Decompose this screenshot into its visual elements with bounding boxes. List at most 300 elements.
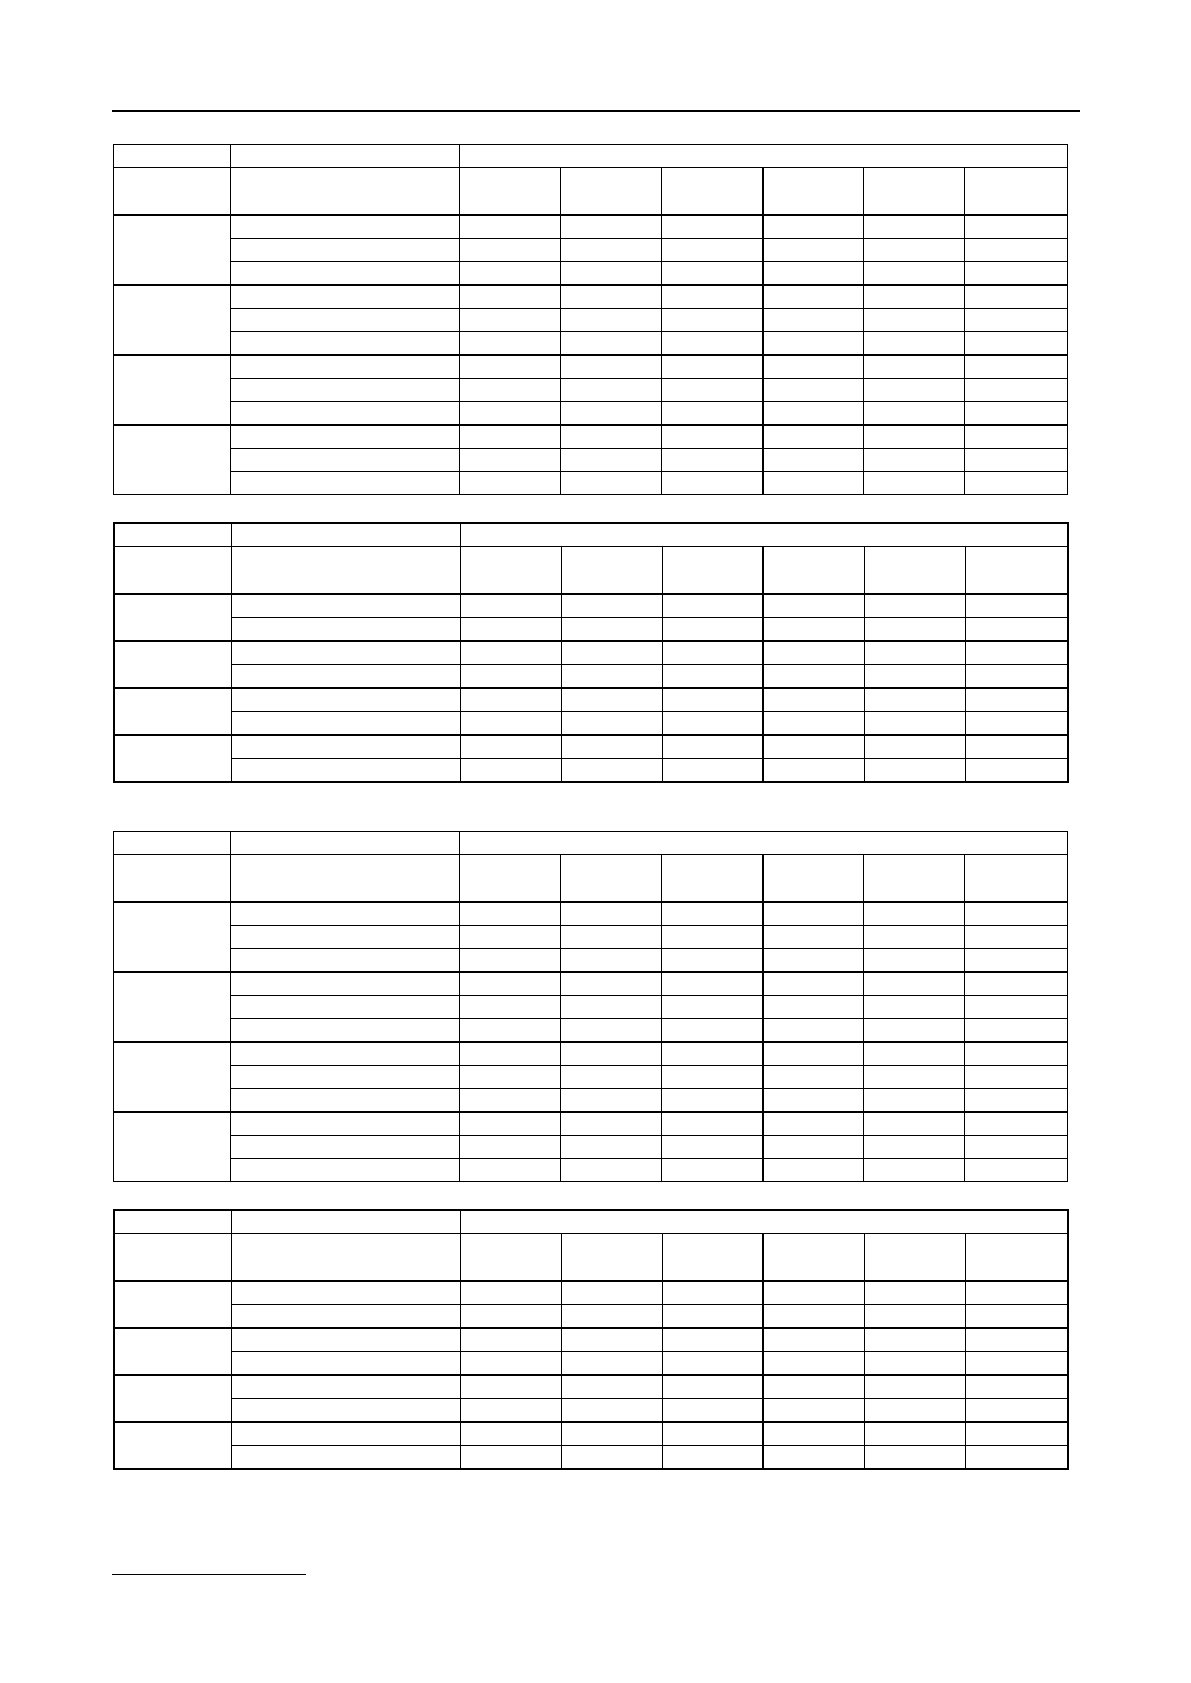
value-cell bbox=[662, 1136, 763, 1159]
value-cell bbox=[965, 1089, 1068, 1113]
column-header-cell bbox=[114, 547, 231, 595]
group-label-cell bbox=[114, 425, 231, 495]
value-cell bbox=[763, 1375, 864, 1399]
value-cell bbox=[763, 1019, 864, 1043]
value-cell bbox=[864, 902, 965, 926]
value-cell bbox=[864, 262, 965, 286]
row-label-cell bbox=[231, 262, 460, 286]
row-label-cell bbox=[231, 285, 460, 309]
row-label-cell bbox=[231, 472, 460, 495]
value-cell bbox=[662, 641, 763, 665]
value-cell bbox=[662, 1446, 763, 1470]
value-cell bbox=[460, 1112, 561, 1136]
value-cell bbox=[460, 949, 561, 973]
value-cell bbox=[965, 1281, 1068, 1305]
row-label-cell bbox=[231, 425, 460, 449]
column-header-cell bbox=[965, 855, 1068, 903]
value-cell bbox=[662, 665, 763, 689]
table-row bbox=[114, 379, 1068, 402]
value-cell bbox=[561, 379, 662, 402]
value-cell bbox=[864, 1305, 965, 1329]
value-cell bbox=[864, 1112, 965, 1136]
value-cell bbox=[561, 309, 662, 332]
value-cell bbox=[763, 759, 864, 783]
column-header-cell bbox=[561, 855, 662, 903]
row-label-cell bbox=[231, 712, 460, 736]
value-cell bbox=[965, 735, 1068, 759]
row-label-cell bbox=[231, 355, 460, 379]
label-header-cell bbox=[231, 1210, 460, 1234]
value-cell bbox=[864, 332, 965, 356]
value-cell bbox=[864, 618, 965, 642]
table-row bbox=[114, 1066, 1068, 1089]
value-cell bbox=[662, 425, 763, 449]
column-header-cell bbox=[965, 547, 1068, 595]
value-cell bbox=[763, 239, 864, 262]
value-cell bbox=[965, 1446, 1068, 1470]
value-cell bbox=[662, 1422, 763, 1446]
value-cell bbox=[965, 949, 1068, 973]
table-row bbox=[114, 215, 1068, 239]
column-header-cell bbox=[763, 168, 864, 216]
value-cell bbox=[460, 641, 561, 665]
table-row bbox=[114, 1159, 1068, 1182]
row-label-cell bbox=[231, 215, 460, 239]
value-cell bbox=[965, 1066, 1068, 1089]
value-cell bbox=[763, 972, 864, 996]
value-cell bbox=[864, 1446, 965, 1470]
value-cell bbox=[864, 472, 965, 495]
group-label-cell bbox=[114, 735, 231, 782]
label-header-cell bbox=[231, 523, 460, 547]
value-cell bbox=[864, 926, 965, 949]
value-cell bbox=[763, 1328, 864, 1352]
table-row bbox=[114, 688, 1068, 712]
value-cell bbox=[662, 1089, 763, 1113]
row-label-cell bbox=[231, 665, 460, 689]
value-cell bbox=[763, 262, 864, 286]
row-label-cell bbox=[231, 949, 460, 973]
value-cell bbox=[460, 688, 561, 712]
value-cell bbox=[561, 1328, 662, 1352]
value-cell bbox=[763, 1112, 864, 1136]
value-cell bbox=[561, 1352, 662, 1376]
value-cell bbox=[965, 449, 1068, 472]
value-cell bbox=[965, 641, 1068, 665]
value-cell bbox=[662, 594, 763, 618]
value-cell bbox=[460, 379, 561, 402]
value-cell bbox=[763, 1281, 864, 1305]
value-cell bbox=[965, 1375, 1068, 1399]
value-cell bbox=[662, 949, 763, 973]
value-cell bbox=[965, 1112, 1068, 1136]
value-cell bbox=[763, 594, 864, 618]
value-cell bbox=[662, 285, 763, 309]
value-cell bbox=[561, 1019, 662, 1043]
value-cell bbox=[662, 355, 763, 379]
value-cell bbox=[763, 1305, 864, 1329]
value-cell bbox=[460, 1328, 561, 1352]
value-cell bbox=[662, 1159, 763, 1182]
value-cell bbox=[561, 1399, 662, 1423]
value-cell bbox=[864, 641, 965, 665]
row-label-cell bbox=[231, 1352, 460, 1376]
table-row bbox=[114, 1089, 1068, 1113]
row-label-cell bbox=[231, 1019, 460, 1043]
group-label-cell bbox=[114, 1042, 231, 1112]
value-cell bbox=[662, 972, 763, 996]
table-row bbox=[114, 1375, 1068, 1399]
value-cell bbox=[965, 1328, 1068, 1352]
row-label-cell bbox=[231, 1281, 460, 1305]
group-label-cell bbox=[114, 641, 231, 688]
value-cell bbox=[561, 735, 662, 759]
row-label-cell bbox=[231, 1422, 460, 1446]
group-label-cell bbox=[114, 1328, 231, 1375]
value-cell bbox=[561, 949, 662, 973]
table-row bbox=[114, 926, 1068, 949]
value-cell bbox=[763, 355, 864, 379]
value-cell bbox=[460, 759, 561, 783]
value-cell bbox=[662, 402, 763, 426]
value-cell bbox=[460, 425, 561, 449]
table-row bbox=[114, 665, 1068, 689]
value-cell bbox=[763, 926, 864, 949]
column-header-cell bbox=[561, 547, 662, 595]
value-cell bbox=[965, 285, 1068, 309]
row-label-cell bbox=[231, 1446, 460, 1470]
row-label-cell bbox=[231, 1328, 460, 1352]
value-cell bbox=[763, 618, 864, 642]
value-cell bbox=[662, 309, 763, 332]
column-header-cell bbox=[561, 168, 662, 216]
column-header-cell bbox=[662, 547, 763, 595]
data-table-3 bbox=[113, 831, 1068, 1182]
value-cell bbox=[965, 688, 1068, 712]
value-cell bbox=[763, 1159, 864, 1182]
value-cell bbox=[561, 239, 662, 262]
table-title-row bbox=[114, 832, 1068, 855]
value-cell bbox=[864, 239, 965, 262]
table-row bbox=[114, 902, 1068, 926]
value-cell bbox=[965, 902, 1068, 926]
table-row bbox=[114, 618, 1068, 642]
value-cell bbox=[460, 262, 561, 286]
value-cell bbox=[460, 618, 561, 642]
value-cell bbox=[561, 472, 662, 495]
group-header-cell bbox=[114, 832, 231, 855]
row-label-cell bbox=[231, 1042, 460, 1066]
value-cell bbox=[965, 1136, 1068, 1159]
table-row bbox=[114, 949, 1068, 973]
column-header-cell bbox=[460, 1234, 561, 1282]
value-cell bbox=[864, 449, 965, 472]
value-cell bbox=[662, 759, 763, 783]
value-cell bbox=[763, 472, 864, 495]
value-cell bbox=[460, 1305, 561, 1329]
group-label-cell bbox=[114, 355, 231, 425]
value-cell bbox=[662, 926, 763, 949]
value-cell bbox=[864, 1328, 965, 1352]
value-cell bbox=[864, 712, 965, 736]
value-cell bbox=[460, 402, 561, 426]
value-cell bbox=[662, 688, 763, 712]
value-cell bbox=[763, 1042, 864, 1066]
row-label-cell bbox=[231, 688, 460, 712]
value-cell bbox=[965, 712, 1068, 736]
data-table-4 bbox=[113, 1209, 1069, 1470]
value-cell bbox=[965, 332, 1068, 356]
column-header-cell bbox=[662, 855, 763, 903]
table-title-row bbox=[114, 523, 1068, 547]
value-cell bbox=[763, 712, 864, 736]
value-cell bbox=[460, 355, 561, 379]
value-cell bbox=[662, 735, 763, 759]
table-row bbox=[114, 1281, 1068, 1305]
value-cell bbox=[763, 902, 864, 926]
label-header-cell bbox=[231, 832, 460, 855]
table-row bbox=[114, 239, 1068, 262]
column-header-cell bbox=[231, 1234, 460, 1282]
value-cell bbox=[561, 449, 662, 472]
value-cell bbox=[561, 688, 662, 712]
value-cell bbox=[662, 332, 763, 356]
table-row bbox=[114, 425, 1068, 449]
group-label-cell bbox=[114, 215, 231, 285]
value-span-header-cell bbox=[460, 832, 1068, 855]
group-header-cell bbox=[114, 145, 231, 168]
column-header-cell bbox=[864, 1234, 965, 1282]
value-cell bbox=[763, 996, 864, 1019]
value-cell bbox=[965, 379, 1068, 402]
row-label-cell bbox=[231, 1159, 460, 1182]
value-cell bbox=[460, 926, 561, 949]
table-column-header-row bbox=[114, 547, 1068, 595]
value-cell bbox=[763, 1422, 864, 1446]
value-cell bbox=[965, 215, 1068, 239]
value-cell bbox=[561, 996, 662, 1019]
row-label-cell bbox=[231, 309, 460, 332]
value-cell bbox=[864, 949, 965, 973]
value-cell bbox=[460, 1159, 561, 1182]
value-cell bbox=[561, 262, 662, 286]
value-cell bbox=[561, 618, 662, 642]
value-cell bbox=[662, 1019, 763, 1043]
value-cell bbox=[763, 309, 864, 332]
group-label-cell bbox=[114, 1112, 231, 1182]
group-label-cell bbox=[114, 1281, 231, 1328]
value-cell bbox=[460, 1042, 561, 1066]
row-label-cell bbox=[231, 759, 460, 783]
value-cell bbox=[561, 1066, 662, 1089]
value-cell bbox=[662, 1281, 763, 1305]
table-row bbox=[114, 1112, 1068, 1136]
value-cell bbox=[561, 215, 662, 239]
value-cell bbox=[561, 1159, 662, 1182]
group-label-cell bbox=[114, 972, 231, 1042]
row-label-cell bbox=[231, 1399, 460, 1423]
table-row bbox=[114, 759, 1068, 783]
value-cell bbox=[763, 1352, 864, 1376]
header-rule bbox=[112, 110, 1080, 112]
table-row bbox=[114, 285, 1068, 309]
value-cell bbox=[460, 1375, 561, 1399]
value-cell bbox=[763, 449, 864, 472]
column-header-cell bbox=[231, 547, 460, 595]
table-row bbox=[114, 1019, 1068, 1043]
value-cell bbox=[460, 1066, 561, 1089]
column-header-cell bbox=[460, 168, 561, 216]
value-cell bbox=[763, 332, 864, 356]
value-cell bbox=[460, 332, 561, 356]
group-label-cell bbox=[114, 1375, 231, 1422]
row-label-cell bbox=[231, 972, 460, 996]
table-column-header-row bbox=[114, 168, 1068, 216]
row-label-cell bbox=[231, 902, 460, 926]
value-cell bbox=[965, 309, 1068, 332]
value-cell bbox=[460, 215, 561, 239]
column-header-cell bbox=[965, 1234, 1068, 1282]
value-cell bbox=[763, 665, 864, 689]
table-row bbox=[114, 594, 1068, 618]
table-row bbox=[114, 472, 1068, 495]
table-row bbox=[114, 262, 1068, 286]
value-cell bbox=[561, 1136, 662, 1159]
value-cell bbox=[763, 1399, 864, 1423]
value-cell bbox=[864, 285, 965, 309]
value-cell bbox=[662, 712, 763, 736]
value-cell bbox=[662, 1375, 763, 1399]
value-cell bbox=[460, 902, 561, 926]
row-label-cell bbox=[231, 402, 460, 426]
value-cell bbox=[460, 1352, 561, 1376]
row-label-cell bbox=[231, 1305, 460, 1329]
group-label-cell bbox=[114, 594, 231, 641]
data-table-1 bbox=[113, 144, 1068, 495]
row-label-cell bbox=[231, 641, 460, 665]
row-label-cell bbox=[231, 996, 460, 1019]
value-span-header-cell bbox=[460, 523, 1068, 547]
value-cell bbox=[864, 972, 965, 996]
value-cell bbox=[662, 1112, 763, 1136]
value-cell bbox=[763, 1089, 864, 1113]
column-header-cell bbox=[231, 168, 460, 216]
value-cell bbox=[662, 618, 763, 642]
value-cell bbox=[460, 1019, 561, 1043]
column-header-cell bbox=[662, 1234, 763, 1282]
row-label-cell bbox=[231, 1112, 460, 1136]
table-row bbox=[114, 309, 1068, 332]
value-cell bbox=[662, 1066, 763, 1089]
footnote-rule bbox=[112, 1574, 306, 1575]
value-cell bbox=[561, 1422, 662, 1446]
column-header-cell bbox=[114, 855, 231, 903]
column-header-cell bbox=[114, 168, 231, 216]
value-cell bbox=[965, 972, 1068, 996]
column-header-cell bbox=[114, 1234, 231, 1282]
value-cell bbox=[965, 1042, 1068, 1066]
value-cell bbox=[662, 1352, 763, 1376]
value-cell bbox=[662, 472, 763, 495]
value-cell bbox=[864, 379, 965, 402]
value-cell bbox=[561, 425, 662, 449]
group-label-cell bbox=[114, 902, 231, 972]
value-cell bbox=[561, 1446, 662, 1470]
value-cell bbox=[965, 618, 1068, 642]
value-cell bbox=[662, 1042, 763, 1066]
row-label-cell bbox=[231, 1136, 460, 1159]
column-header-cell bbox=[864, 168, 965, 216]
value-cell bbox=[662, 262, 763, 286]
value-cell bbox=[965, 1352, 1068, 1376]
value-cell bbox=[763, 1446, 864, 1470]
group-label-cell bbox=[114, 688, 231, 735]
table-row bbox=[114, 1446, 1068, 1470]
value-cell bbox=[561, 902, 662, 926]
value-cell bbox=[965, 1305, 1068, 1329]
value-cell bbox=[460, 594, 561, 618]
value-cell bbox=[561, 1112, 662, 1136]
table-row bbox=[114, 996, 1068, 1019]
row-label-cell bbox=[231, 1066, 460, 1089]
value-cell bbox=[965, 402, 1068, 426]
value-cell bbox=[965, 239, 1068, 262]
value-cell bbox=[662, 996, 763, 1019]
table-row bbox=[114, 1422, 1068, 1446]
table-row bbox=[114, 1136, 1068, 1159]
value-cell bbox=[965, 926, 1068, 949]
value-cell bbox=[864, 215, 965, 239]
value-cell bbox=[561, 1281, 662, 1305]
value-cell bbox=[864, 355, 965, 379]
value-cell bbox=[561, 926, 662, 949]
table-row bbox=[114, 712, 1068, 736]
column-header-cell bbox=[763, 547, 864, 595]
row-label-cell bbox=[231, 735, 460, 759]
table-title-row bbox=[114, 1210, 1068, 1234]
value-cell bbox=[864, 1281, 965, 1305]
table-row bbox=[114, 332, 1068, 356]
value-cell bbox=[662, 1305, 763, 1329]
table-row bbox=[114, 449, 1068, 472]
value-cell bbox=[864, 594, 965, 618]
value-cell bbox=[864, 1399, 965, 1423]
value-cell bbox=[864, 996, 965, 1019]
table-row bbox=[114, 1328, 1068, 1352]
value-cell bbox=[460, 309, 561, 332]
value-cell bbox=[864, 425, 965, 449]
data-table-2 bbox=[113, 522, 1069, 783]
value-cell bbox=[864, 759, 965, 783]
table-title-row bbox=[114, 145, 1068, 168]
value-cell bbox=[965, 355, 1068, 379]
row-label-cell bbox=[231, 379, 460, 402]
value-cell bbox=[965, 425, 1068, 449]
table-row bbox=[114, 972, 1068, 996]
value-cell bbox=[864, 1019, 965, 1043]
column-header-cell bbox=[460, 855, 561, 903]
value-cell bbox=[965, 1399, 1068, 1423]
value-cell bbox=[662, 449, 763, 472]
value-cell bbox=[763, 1066, 864, 1089]
value-cell bbox=[460, 285, 561, 309]
row-label-cell bbox=[231, 594, 460, 618]
value-cell bbox=[965, 594, 1068, 618]
value-cell bbox=[460, 972, 561, 996]
value-cell bbox=[864, 402, 965, 426]
table-row bbox=[114, 402, 1068, 426]
value-cell bbox=[460, 449, 561, 472]
